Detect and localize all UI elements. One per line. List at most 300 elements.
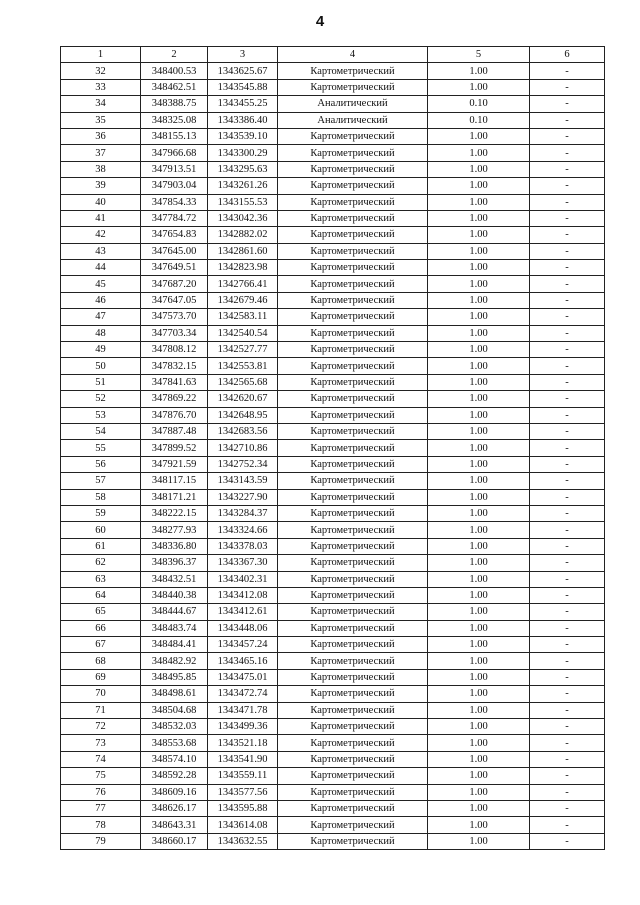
method-cell: Картометрический [278,719,428,735]
accuracy-cell: 1.00 [428,374,530,390]
x-coordinate-cell: 348643.31 [141,817,208,833]
point-number-cell: 75 [61,768,141,784]
method-cell: Картометрический [278,358,428,374]
x-coordinate-cell: 347808.12 [141,342,208,358]
accuracy-cell: 1.00 [428,719,530,735]
point-number-cell: 68 [61,653,141,669]
y-coordinate-cell: 1343577.56 [208,784,278,800]
y-coordinate-cell: 1343378.03 [208,538,278,554]
method-cell: Картометрический [278,210,428,226]
note-cell: - [530,555,605,571]
x-coordinate-cell: 347921.59 [141,456,208,472]
accuracy-cell: 1.00 [428,243,530,259]
x-coordinate-cell: 347573.70 [141,309,208,325]
y-coordinate-cell: 1343412.61 [208,604,278,620]
table-row [61,194,605,210]
y-coordinate-cell: 1343632.55 [208,833,278,849]
point-number-cell: 43 [61,243,141,259]
note-cell: - [530,587,605,603]
note-cell: - [530,784,605,800]
table-row [61,719,605,735]
method-cell: Картометрический [278,342,428,358]
y-coordinate-cell: 1342861.60 [208,243,278,259]
accuracy-cell: 1.00 [428,571,530,587]
method-cell: Картометрический [278,604,428,620]
accuracy-cell: 1.00 [428,653,530,669]
method-cell: Картометрический [278,309,428,325]
y-coordinate-cell: 1343541.90 [208,751,278,767]
point-number-cell: 51 [61,374,141,390]
table-row [61,309,605,325]
note-cell: - [530,423,605,439]
note-cell: - [530,604,605,620]
x-coordinate-cell: 347903.04 [141,178,208,194]
x-coordinate-cell: 348483.74 [141,620,208,636]
column-header-4: 4 [278,47,428,63]
table-row [61,686,605,702]
note-cell: - [530,620,605,636]
point-number-cell: 55 [61,440,141,456]
method-cell: Картометрический [278,63,428,79]
accuracy-cell: 1.00 [428,276,530,292]
method-cell: Картометрический [278,522,428,538]
y-coordinate-cell: 1342882.02 [208,227,278,243]
point-number-cell: 58 [61,489,141,505]
y-coordinate-cell: 1343457.24 [208,637,278,653]
y-coordinate-cell: 1343539.10 [208,128,278,144]
point-number-cell: 42 [61,227,141,243]
table-row [61,784,605,800]
point-number-cell: 45 [61,276,141,292]
point-number-cell: 72 [61,719,141,735]
method-cell: Картометрический [278,702,428,718]
point-number-cell: 77 [61,800,141,816]
y-coordinate-cell: 1343042.36 [208,210,278,226]
method-cell: Картометрический [278,800,428,816]
table-row [61,79,605,95]
table-row [61,800,605,816]
y-coordinate-cell: 1343448.06 [208,620,278,636]
y-coordinate-cell: 1343367.30 [208,555,278,571]
y-coordinate-cell: 1342766.41 [208,276,278,292]
y-coordinate-cell: 1343324.66 [208,522,278,538]
table-row [61,669,605,685]
x-coordinate-cell: 347784.72 [141,210,208,226]
x-coordinate-cell: 347647.05 [141,292,208,308]
x-coordinate-cell: 348222.15 [141,505,208,521]
accuracy-cell: 1.00 [428,669,530,685]
accuracy-cell: 1.00 [428,391,530,407]
y-coordinate-cell: 1342683.56 [208,423,278,439]
x-coordinate-cell: 348440.38 [141,587,208,603]
table-body [61,63,605,850]
table-row [61,407,605,423]
point-number-cell: 79 [61,833,141,849]
x-coordinate-cell: 347899.52 [141,440,208,456]
accuracy-cell: 1.00 [428,358,530,374]
x-coordinate-cell: 347649.51 [141,260,208,276]
table-row [61,342,605,358]
note-cell: - [530,800,605,816]
method-cell: Картометрический [278,227,428,243]
y-coordinate-cell: 1343614.08 [208,817,278,833]
accuracy-cell: 1.00 [428,473,530,489]
y-coordinate-cell: 1342565.68 [208,374,278,390]
point-number-cell: 38 [61,161,141,177]
method-cell: Картометрический [278,128,428,144]
table-row [61,473,605,489]
y-coordinate-cell: 1343155.53 [208,194,278,210]
accuracy-cell: 1.00 [428,292,530,308]
point-number-cell: 74 [61,751,141,767]
accuracy-cell: 1.00 [428,604,530,620]
accuracy-cell: 1.00 [428,63,530,79]
method-cell: Аналитический [278,112,428,128]
note-cell: - [530,145,605,161]
point-number-cell: 50 [61,358,141,374]
x-coordinate-cell: 347913.51 [141,161,208,177]
y-coordinate-cell: 1343499.36 [208,719,278,735]
y-coordinate-cell: 1343472.74 [208,686,278,702]
column-header-2: 2 [141,47,208,63]
method-cell: Картометрический [278,538,428,554]
x-coordinate-cell: 348444.67 [141,604,208,620]
method-cell: Картометрический [278,555,428,571]
note-cell: - [530,391,605,407]
accuracy-cell: 1.00 [428,227,530,243]
note-cell: - [530,63,605,79]
method-cell: Картометрический [278,620,428,636]
note-cell: - [530,292,605,308]
accuracy-cell: 1.00 [428,79,530,95]
table-row [61,227,605,243]
method-cell: Картометрический [278,79,428,95]
table-row [61,440,605,456]
table-row [61,555,605,571]
point-number-cell: 44 [61,260,141,276]
note-cell: - [530,456,605,472]
y-coordinate-cell: 1343465.16 [208,653,278,669]
y-coordinate-cell: 1343386.40 [208,112,278,128]
method-cell: Картометрический [278,145,428,161]
table-row [61,571,605,587]
table-row [61,391,605,407]
x-coordinate-cell: 348155.13 [141,128,208,144]
y-coordinate-cell: 1342752.34 [208,456,278,472]
y-coordinate-cell: 1343559.11 [208,768,278,784]
table-row [61,768,605,784]
accuracy-cell: 1.00 [428,325,530,341]
table-row [61,538,605,554]
y-coordinate-cell: 1342679.46 [208,292,278,308]
y-coordinate-cell: 1342620.67 [208,391,278,407]
accuracy-cell: 1.00 [428,735,530,751]
note-cell: - [530,210,605,226]
accuracy-cell: 1.00 [428,538,530,554]
method-cell: Картометрический [278,751,428,767]
x-coordinate-cell: 347966.68 [141,145,208,161]
table-row [61,325,605,341]
y-coordinate-cell: 1342710.86 [208,440,278,456]
note-cell: - [530,768,605,784]
table-row [61,243,605,259]
accuracy-cell: 1.00 [428,145,530,161]
point-number-cell: 41 [61,210,141,226]
table-row [61,833,605,849]
table-row [61,128,605,144]
x-coordinate-cell: 348498.61 [141,686,208,702]
note-cell: - [530,653,605,669]
table-row [61,292,605,308]
method-cell: Картометрический [278,735,428,751]
note-cell: - [530,571,605,587]
x-coordinate-cell: 347687.20 [141,276,208,292]
x-coordinate-cell: 348660.17 [141,833,208,849]
method-cell: Картометрический [278,260,428,276]
x-coordinate-cell: 348482.92 [141,653,208,669]
note-cell: - [530,735,605,751]
method-cell: Картометрический [278,571,428,587]
accuracy-cell: 1.00 [428,161,530,177]
note-cell: - [530,669,605,685]
x-coordinate-cell: 347841.63 [141,374,208,390]
method-cell: Картометрический [278,637,428,653]
note-cell: - [530,96,605,112]
note-cell: - [530,538,605,554]
x-coordinate-cell: 348388.75 [141,96,208,112]
point-number-cell: 52 [61,391,141,407]
method-cell: Картометрический [278,686,428,702]
point-number-cell: 61 [61,538,141,554]
point-number-cell: 59 [61,505,141,521]
point-number-cell: 35 [61,112,141,128]
x-coordinate-cell: 347654.83 [141,227,208,243]
note-cell: - [530,112,605,128]
point-number-cell: 40 [61,194,141,210]
note-cell: - [530,505,605,521]
table-row [61,112,605,128]
x-coordinate-cell: 347876.70 [141,407,208,423]
y-coordinate-cell: 1343471.78 [208,702,278,718]
note-cell: - [530,243,605,259]
accuracy-cell: 1.00 [428,702,530,718]
table-row [61,620,605,636]
point-number-cell: 32 [61,63,141,79]
method-cell: Картометрический [278,817,428,833]
point-number-cell: 66 [61,620,141,636]
y-coordinate-cell: 1343284.37 [208,505,278,521]
accuracy-cell: 1.00 [428,505,530,521]
table-row [61,358,605,374]
note-cell: - [530,325,605,341]
y-coordinate-cell: 1343595.88 [208,800,278,816]
point-number-cell: 49 [61,342,141,358]
table-row [61,210,605,226]
column-header-6: 6 [530,47,605,63]
point-number-cell: 67 [61,637,141,653]
table-row [61,505,605,521]
note-cell: - [530,79,605,95]
note-cell: - [530,309,605,325]
table-row [61,145,605,161]
method-cell: Картометрический [278,276,428,292]
x-coordinate-cell: 348462.51 [141,79,208,95]
accuracy-cell: 1.00 [428,555,530,571]
point-number-cell: 48 [61,325,141,341]
note-cell: - [530,686,605,702]
accuracy-cell: 1.00 [428,407,530,423]
point-number-cell: 39 [61,178,141,194]
method-cell: Картометрический [278,653,428,669]
accuracy-cell: 1.00 [428,194,530,210]
y-coordinate-cell: 1343545.88 [208,79,278,95]
x-coordinate-cell: 348495.85 [141,669,208,685]
table-row [61,604,605,620]
y-coordinate-cell: 1343300.29 [208,145,278,161]
point-number-cell: 37 [61,145,141,161]
table-header-row [61,47,605,63]
method-cell: Картометрический [278,784,428,800]
x-coordinate-cell: 348532.03 [141,719,208,735]
x-coordinate-cell: 348609.16 [141,784,208,800]
note-cell: - [530,227,605,243]
note-cell: - [530,702,605,718]
y-coordinate-cell: 1343295.63 [208,161,278,177]
column-header-5: 5 [428,47,530,63]
note-cell: - [530,358,605,374]
x-coordinate-cell: 348396.37 [141,555,208,571]
method-cell: Картометрический [278,423,428,439]
note-cell: - [530,719,605,735]
x-coordinate-cell: 348504.68 [141,702,208,718]
method-cell: Картометрический [278,669,428,685]
point-number-cell: 57 [61,473,141,489]
point-number-cell: 76 [61,784,141,800]
point-number-cell: 33 [61,79,141,95]
x-coordinate-cell: 347869.22 [141,391,208,407]
accuracy-cell: 1.00 [428,260,530,276]
note-cell: - [530,374,605,390]
method-cell: Картометрический [278,243,428,259]
point-number-cell: 65 [61,604,141,620]
x-coordinate-cell: 348400.53 [141,63,208,79]
y-coordinate-cell: 1343402.31 [208,571,278,587]
accuracy-cell: 1.00 [428,309,530,325]
point-number-cell: 64 [61,587,141,603]
point-number-cell: 34 [61,96,141,112]
x-coordinate-cell: 348553.68 [141,735,208,751]
accuracy-cell: 1.00 [428,784,530,800]
y-coordinate-cell: 1343455.25 [208,96,278,112]
table-row [61,817,605,833]
y-coordinate-cell: 1342583.11 [208,309,278,325]
accuracy-cell: 1.00 [428,833,530,849]
note-cell: - [530,489,605,505]
note-cell: - [530,751,605,767]
method-cell: Картометрический [278,407,428,423]
table-row [61,374,605,390]
table-row [61,276,605,292]
y-coordinate-cell: 1342648.95 [208,407,278,423]
method-cell: Картометрический [278,161,428,177]
x-coordinate-cell: 348574.10 [141,751,208,767]
table-row [61,587,605,603]
table-row [61,96,605,112]
table-row [61,178,605,194]
y-coordinate-cell: 1343227.90 [208,489,278,505]
x-coordinate-cell: 348432.51 [141,571,208,587]
method-cell: Картометрический [278,456,428,472]
x-coordinate-cell: 348592.28 [141,768,208,784]
table-row [61,260,605,276]
method-cell: Картометрический [278,473,428,489]
x-coordinate-cell: 347832.15 [141,358,208,374]
point-number-cell: 62 [61,555,141,571]
table-row [61,751,605,767]
method-cell: Картометрический [278,292,428,308]
accuracy-cell: 0.10 [428,112,530,128]
point-number-cell: 54 [61,423,141,439]
x-coordinate-cell: 347887.48 [141,423,208,439]
point-number-cell: 56 [61,456,141,472]
note-cell: - [530,178,605,194]
accuracy-cell: 1.00 [428,620,530,636]
x-coordinate-cell: 348626.17 [141,800,208,816]
y-coordinate-cell: 1343261.26 [208,178,278,194]
note-cell: - [530,473,605,489]
point-number-cell: 47 [61,309,141,325]
accuracy-cell: 1.00 [428,587,530,603]
x-coordinate-cell: 348336.80 [141,538,208,554]
x-coordinate-cell: 348484.41 [141,637,208,653]
method-cell: Картометрический [278,391,428,407]
note-cell: - [530,637,605,653]
note-cell: - [530,833,605,849]
method-cell: Картометрический [278,768,428,784]
x-coordinate-cell: 348171.21 [141,489,208,505]
accuracy-cell: 1.00 [428,751,530,767]
point-number-cell: 36 [61,128,141,144]
column-header-1: 1 [61,47,141,63]
accuracy-cell: 1.00 [428,637,530,653]
method-cell: Картометрический [278,505,428,521]
method-cell: Аналитический [278,96,428,112]
table-row [61,456,605,472]
accuracy-cell: 1.00 [428,342,530,358]
method-cell: Картометрический [278,178,428,194]
y-coordinate-cell: 1343412.08 [208,587,278,603]
table-row [61,653,605,669]
method-cell: Картометрический [278,489,428,505]
page-number: 4 [315,13,325,30]
method-cell: Картометрический [278,587,428,603]
table-row [61,735,605,751]
y-coordinate-cell: 1342527.77 [208,342,278,358]
method-cell: Картометрический [278,440,428,456]
accuracy-cell: 1.00 [428,210,530,226]
table-row [61,522,605,538]
y-coordinate-cell: 1342823.98 [208,260,278,276]
accuracy-cell: 1.00 [428,686,530,702]
note-cell: - [530,440,605,456]
point-number-cell: 69 [61,669,141,685]
note-cell: - [530,276,605,292]
accuracy-cell: 1.00 [428,489,530,505]
note-cell: - [530,522,605,538]
point-number-cell: 63 [61,571,141,587]
accuracy-cell: 1.00 [428,440,530,456]
accuracy-cell: 1.00 [428,817,530,833]
